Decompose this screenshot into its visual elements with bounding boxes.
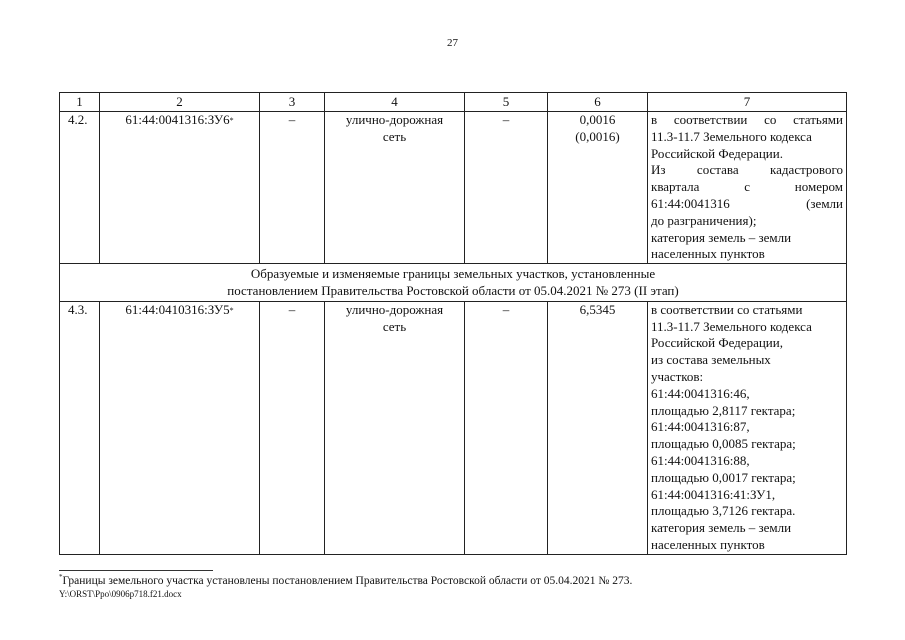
note-line: участков: (651, 368, 704, 384)
note-line: площадью 0,0085 гектара; (651, 436, 796, 452)
note-line: площадью 2,8117 гектара; (651, 402, 796, 418)
footnote-mark: * (229, 116, 234, 125)
note-line: квартала с номером (651, 179, 843, 195)
note-line: населенных пунктов (651, 536, 765, 552)
row-number: 4.2. (60, 112, 100, 264)
cadastral-number (100, 301, 260, 554)
page-number: 27 (447, 37, 458, 49)
section-header-line: Образуемые и изменяемые границы земельных участков, установленные (250, 266, 656, 282)
header-cell: 3 (260, 93, 325, 112)
note-line: 61:44:0041316:88, (651, 452, 750, 468)
table-row (60, 301, 847, 554)
note-line: 11.3-11.7 Земельного кодекса (651, 128, 812, 144)
col5-value: – (465, 112, 548, 264)
purpose (325, 112, 465, 264)
area-line: 6,5345 (579, 301, 616, 317)
cadastral-number (100, 112, 260, 264)
header-cell: 2 (100, 93, 260, 112)
note (648, 112, 847, 264)
header-cell: 5 (465, 93, 548, 112)
note-line: 61:44:0041316 (земли (651, 195, 843, 211)
col5-value: – (465, 301, 548, 554)
note-line: Российской Федерации, (651, 335, 783, 351)
section-header-row (60, 264, 847, 302)
row-number: 4.3. (60, 301, 100, 554)
note-line: населенных пунктов (651, 246, 765, 262)
note (648, 301, 847, 554)
note-line: Российской Федерации. (651, 145, 783, 161)
area (548, 112, 648, 264)
col3-value: – (260, 301, 325, 554)
note-line: 61:44:0041316:87, (651, 419, 750, 435)
purpose-line: сеть (382, 318, 407, 334)
cadastral-text: 61:44:0041316:ЗУ6 (125, 112, 230, 127)
note-line: Из состава кадастрового (651, 162, 843, 178)
note-line: в соответствии со статьями (651, 112, 843, 127)
area (548, 301, 648, 554)
area-line: (0,0016) (575, 128, 620, 144)
note-line: площадью 3,7126 гектара. (651, 503, 796, 519)
note-line: 61:44:0041316:46, (651, 385, 750, 401)
col3-value: – (260, 112, 325, 264)
note-line: 61:44:0041316:41:ЗУ1, (651, 486, 776, 502)
footnote-divider (59, 570, 213, 571)
table-header-row (60, 93, 847, 112)
purpose (325, 301, 465, 554)
purpose-line: сеть (382, 128, 407, 144)
footnote-mark: * (59, 573, 63, 581)
note-line: категория земель – земли (651, 520, 792, 536)
footnote (59, 573, 632, 587)
cadastral-text: 61:44:0410316:ЗУ5 (125, 301, 230, 317)
header-cell: 4 (325, 93, 465, 112)
section-header (60, 264, 847, 302)
note-line: из состава земельных (651, 352, 771, 368)
note-line: до разграничения); (651, 212, 757, 228)
note-line: 11.3-11.7 Земельного кодекса (651, 318, 812, 334)
section-header-line: постановлением Правительства Ростовской области от 05.04.2021 № 273 (II этап) (227, 282, 679, 298)
purpose-line: улично-дорожная (345, 301, 444, 317)
header-cell: 7 (648, 93, 847, 112)
footnote-text: Границы земельного участка установлены постановлением Правительства Ростовской области от 05.04.2021 № 273. (62, 574, 633, 587)
header-cell: 1 (60, 93, 100, 112)
header-cell: 6 (548, 93, 648, 112)
area-line: 0,0016 (579, 112, 616, 127)
table-row (60, 112, 847, 264)
file-path: Y:\ORST\Ppo\0906p718.f21.docx (59, 589, 182, 599)
footnote-mark: * (229, 305, 234, 315)
note-line: в соответствии со статьями (651, 301, 803, 317)
note-line: категория земель – земли (651, 229, 792, 245)
note-line: площадью 0,0017 гектара; (651, 469, 796, 485)
purpose-line: улично-дорожная (345, 112, 444, 127)
land-plots-table (59, 92, 847, 555)
